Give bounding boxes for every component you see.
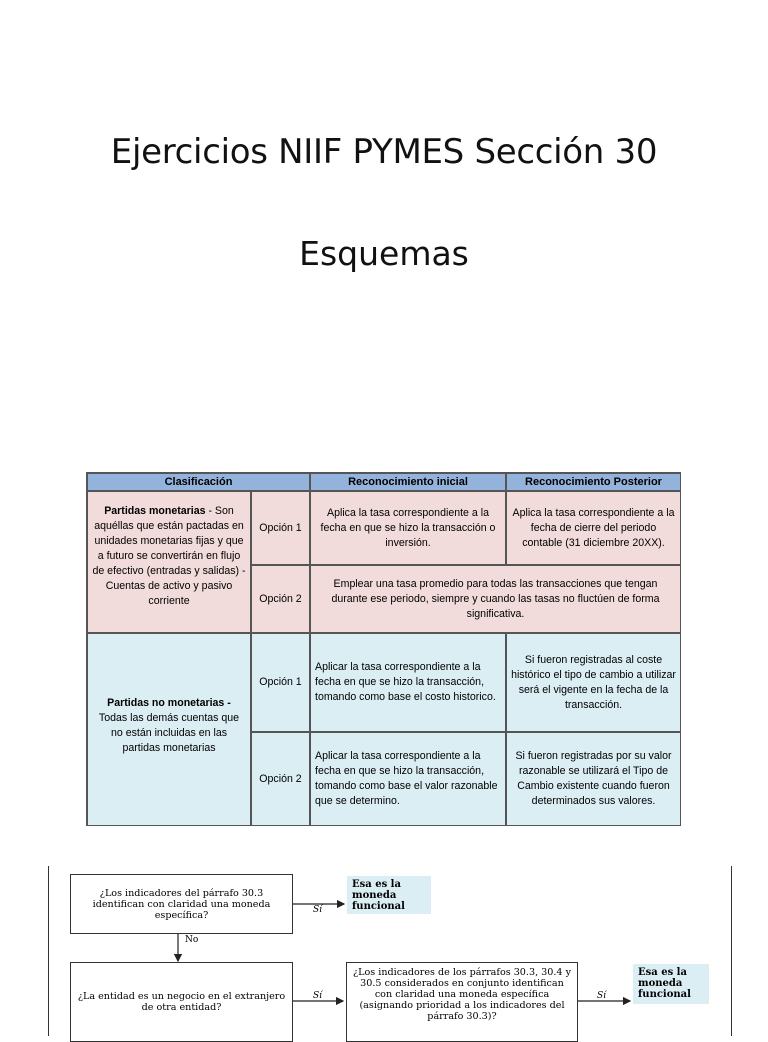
flow-question-2: ¿La entidad es un negocio en el extranjero de otra entidad? [70, 962, 293, 1042]
monetarias-op1-inicial: Aplica la tasa correspondiente a la fecha en que se hizo la transacción o inversión. [310, 491, 506, 565]
flow-result-1: Esa es la moneda funcional [347, 876, 431, 914]
monetarias-op2-text: Emplear una tasa promedio para todas las transacciones que tengan durante ese periodo, siempre y cuando las tasas no fluctúen de forma significativa. [310, 565, 681, 633]
flow-result-2: Esa es la moneda funcional [633, 964, 709, 1004]
no-monetarias-op1-posterior: Si fueron registradas al coste histórico el tipo de cambio a utilizar será el vigente en la fecha de la transacción. [506, 633, 681, 732]
slide-title: Ejercicios NIIF PYMES Sección 30 [110, 132, 658, 172]
no-monetarias-desc: Todas las demás cuentas que no están incluidas en las partidas monetarias [98, 712, 240, 754]
no-monetarias-op1-inicial: Aplicar la tasa correspondiente a la fecha en que se hizo la transacción, tomando como base el costo historico. [310, 633, 506, 732]
no-monetarias-name: Partidas no monetarias - [107, 697, 231, 709]
header-reconocimiento-posterior: Reconocimiento Posterior [506, 473, 681, 491]
flow-yes-label-2: Sí [313, 991, 323, 1001]
flow-yes-label-3: Sí [597, 991, 607, 1001]
flow-question-1: ¿Los indicadores del párrafo 30.3 identifican con claridad una moneda específica? [70, 874, 293, 934]
header-reconocimiento-inicial: Reconocimiento inicial [310, 473, 506, 491]
slide-subtitle: Esquemas [299, 234, 469, 273]
monetarias-desc: - Son aquéllas que están pactadas en unidades monetarias fijas y que a futuro se convertirán en flujo de efectivo (entradas y salidas) - Cuentas de activo y pasivo corriente [92, 505, 246, 607]
monetarias-opcion2: Opción 2 [251, 565, 310, 633]
flow-no-label-1: No [185, 935, 199, 945]
monetarias-opcion1: Opción 1 [251, 491, 310, 565]
flow-yes-label-1: Sí [313, 905, 323, 915]
monetarias-op1-posterior: Aplica la tasa correspondiente a la fecha de cierre del periodo contable (31 diciembre 20XX). [506, 491, 681, 565]
header-clasificacion: Clasificación [87, 473, 310, 491]
no-monetarias-op2-inicial: Aplicar la tasa correspondiente a la fecha en que se hizo la transacción, tomando como base el valor razonable que se determino. [310, 732, 506, 826]
no-monetarias-opcion1: Opción 1 [251, 633, 310, 732]
flow-question-3: ¿Los indicadores de los párrafos 30.3, 30.4 y 30.5 considerados en conjunto identifican con claridad una moneda específica (asignando prioridad a los indicadores del párrafo 30.3)? [346, 962, 578, 1042]
no-monetarias-op2-posterior: Si fueron registradas por su valor razonable se utilizará el Tipo de Cambio existente cuando fueron determinados sus valores. [506, 732, 681, 826]
no-monetarias-opcion2: Opción 2 [251, 732, 310, 826]
monetarias-name: Partidas monetarias [104, 505, 206, 517]
